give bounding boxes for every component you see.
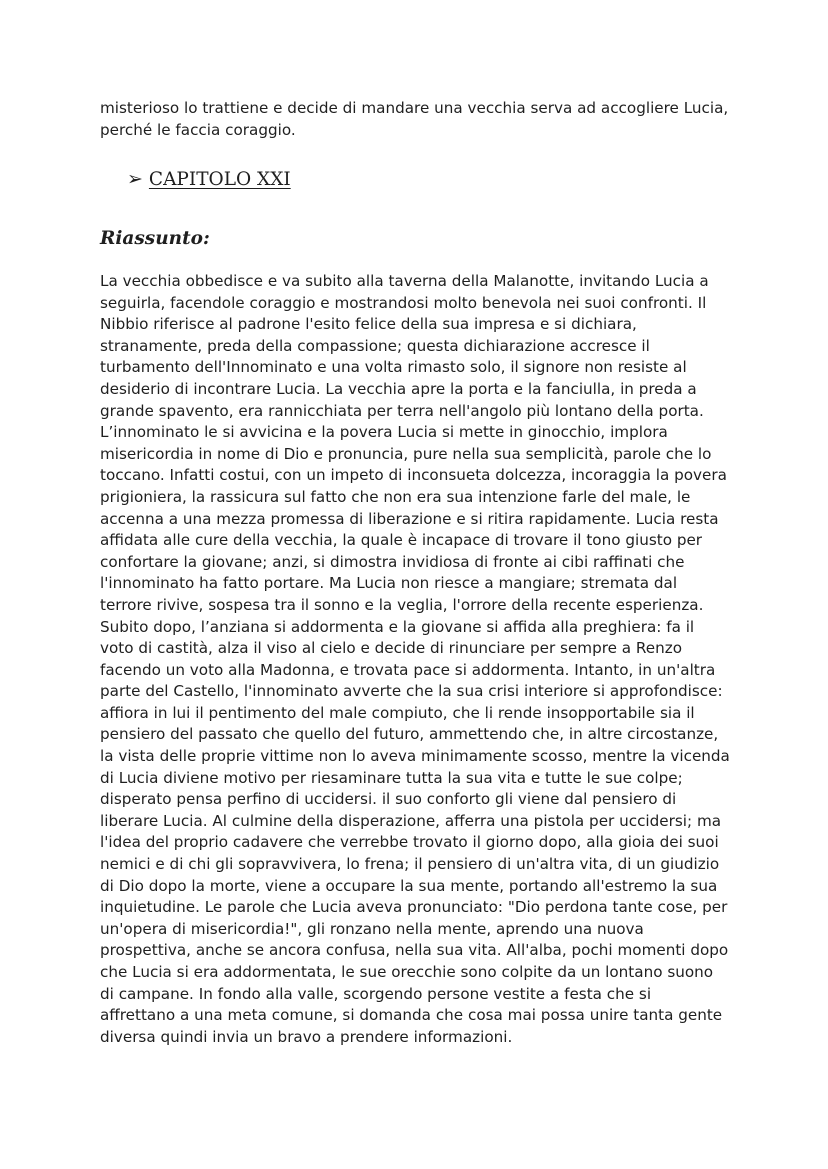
summary-paragraph: La vecchia obbedisce e va subito alla taverna della Malanotte, invitando Lucia a seguirla, facendole coraggio e mostrandosi molto benevola nei suoi confronti. Il Nibbio riferisce al padrone l'esito felice della sua impresa e si dichiara, stranamente, preda della compassione; questa dichiarazione accresce il turbamento dell'Innominato e una volta rimasto solo, il signore non resiste al desiderio di incontrare Lucia. La vecchia apre la porta e la fanciulla, in preda a grande spavento, era rannicchiata per terra nell'angolo più lontano della porta. L’innominato le si avvicina e la povera Lucia si mette in ginocchio, implora misericordia in nome di Dio e pronuncia, pure nella sua semplicità, parole che lo toccano. Infatti costui, con un impeto di inconsueta dolcezza, incoraggia la povera prigioniera, la rassicura sul fatto che non era sua intenzione farle del male, le accenna a una mezza promessa di liberazione e si ritira rapidamente. Lucia resta affidata alle cure della vecchia, la quale è incapace di trovare il tono giusto per confortare la giovane; anzi, si dimostra invidiosa di fronte ai cibi raffinati che l'innominato ha fatto portare. Ma Lucia non riesce a mangiare; stremata dal terrore rivive, sospesa tra il sonno e la veglia, l'orrore della recente esperienza. Subito dopo, l’anziana si addormenta e la giovane si affida alla preghiera: fa il voto di castità, alza il viso al cielo e decide di rinunciare per sempre a Renzo facendo un voto alla Madonna, e trovata pace si addormenta. Intanto, in un'altra parte del Castello, l'innominato avverte che la sua crisi interiore si approfondisce: affiora in lui il pentimento del male compiuto, che li rende insopportabile sia il pensiero del passato che quello del futuro, ammettendo che, in altre circostanze, la vista delle proprie vittime non lo aveva minimamente scosso, mentre la vicenda di Lucia diviene motivo per riesaminare tutta la sua vita e tutte le sue colpe; disperato pensa perfino di uccidersi. il suo conforto gli viene dal pensiero di liberare Lucia. Al culmine della disperazione, afferra una pistola per uccidersi; ma l'idea del proprio cadavere che verrebbe trovato il giorno dopo, alla gioia dei suoi nemici e di chi gli sopravvivera, lo frena; il pensiero di un'altra vita, di un giudizio di Dio dopo la morte, viene a occupare la sua mente, portando all'estremo la sua inquietudine. Le parole che Lucia aveva pronunciato: "Dio perdona tante cose, per un'opera di misericordia!", gli ronzano nella mente, aprendo una nuova prospettiva, anche se ancora confusa, nella sua vita. All'alba, pochi momenti dopo che Lucia si era addormentata, le sue orecchie sono colpite da un lontano suono di campane. In fondo alla valle, scorgendo persone vestite a festa che si affrettano a una meta comune, si domanda che cosa mai possa unire tanta gente diversa quindi invia un bravo a prendere informazioni. <box>100 272 730 1046</box>
chapter-heading <box>127 168 291 190</box>
arrow-bullet-icon: ➢ <box>127 168 143 190</box>
intro-paragraph: misterioso lo trattiene e decide di mandare una vecchia serva ad accogliere Lucia, perché le faccia coraggio. <box>100 99 729 139</box>
chapter-title: CAPITOLO XXI <box>148 168 291 190</box>
section-heading: Riassunto: <box>100 228 210 249</box>
